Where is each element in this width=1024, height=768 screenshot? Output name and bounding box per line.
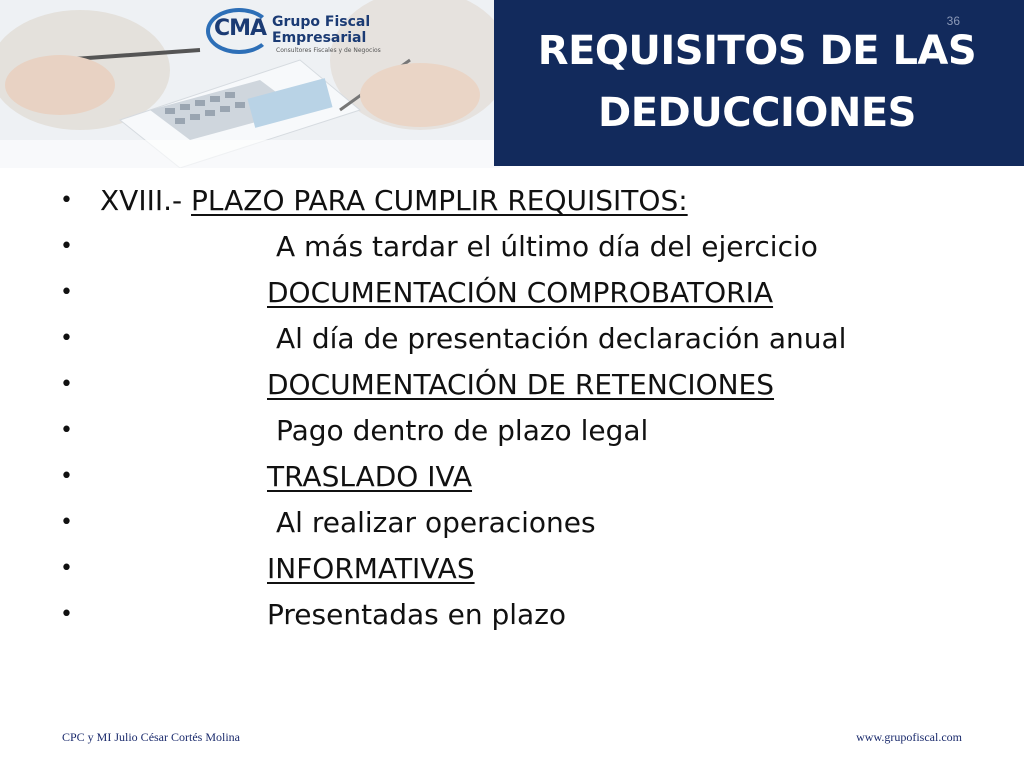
- bullet-dot-icon: •: [60, 234, 73, 259]
- bullet-item: [60, 316, 980, 362]
- bullet-dot-icon: •: [60, 280, 73, 305]
- logo-name-line1: Grupo Fiscal: [272, 14, 371, 30]
- bullet-text: Pago dentro de plazo legal: [276, 414, 649, 447]
- bullet-item: [60, 500, 980, 546]
- bullet-dot-icon: •: [60, 418, 73, 443]
- header-photo: [0, 0, 500, 168]
- bullet-dot-icon: •: [60, 556, 73, 581]
- bullet-prefix: XVIII.-: [100, 184, 192, 217]
- bullet-item: [60, 224, 980, 270]
- bullet-dot-icon: •: [60, 602, 73, 627]
- footer-author: CPC y MI Julio César Cortés Molina: [62, 730, 241, 744]
- logo-badge-text: CMA: [214, 16, 267, 41]
- bullet-item: [60, 592, 980, 638]
- bullet-dot-icon: •: [60, 372, 73, 397]
- bullet-item: [60, 546, 980, 592]
- bullet-item: [60, 454, 980, 500]
- bullet-list: [60, 178, 980, 638]
- slide-number: 36: [946, 14, 960, 28]
- bullet-dot-icon: •: [60, 464, 73, 489]
- bullet-text: DOCUMENTACIÓN DE RETENCIONES: [267, 368, 775, 401]
- bullet-text: PLAZO PARA CUMPLIR REQUISITOS:: [191, 184, 688, 217]
- slide-title-line2: DEDUCCIONES: [598, 90, 916, 136]
- title-banner: [494, 0, 1024, 166]
- slide-title-line1: REQUISITOS DE LAS: [537, 28, 977, 74]
- logo-name-line2: Empresarial: [272, 30, 367, 46]
- logo-tagline: Consultores Fiscales y de Negocios: [276, 47, 381, 54]
- bullet-text: TRASLADO IVA: [267, 460, 473, 493]
- bullet-dot-icon: •: [60, 326, 73, 351]
- bullet-item: [60, 178, 980, 224]
- bullet-dot-icon: •: [60, 510, 73, 535]
- bullet-dot-icon: •: [60, 188, 73, 213]
- bullet-item: [60, 362, 980, 408]
- footer-website-link[interactable]: www.grupofiscal.com: [856, 730, 962, 744]
- bullet-text: Presentadas en plazo: [267, 598, 567, 631]
- slide-title: [494, 20, 1020, 144]
- bullet-item: [60, 408, 980, 454]
- company-logo: [206, 6, 381, 56]
- bullet-text: Al día de presentación declaración anual: [276, 322, 847, 355]
- bullet-text: INFORMATIVAS: [267, 552, 475, 585]
- bullet-text: DOCUMENTACIÓN COMPROBATORIA: [267, 276, 774, 309]
- bullet-item: [60, 270, 980, 316]
- bullet-text: A más tardar el último día del ejercicio: [276, 230, 818, 263]
- bullet-text: Al realizar operaciones: [276, 506, 596, 539]
